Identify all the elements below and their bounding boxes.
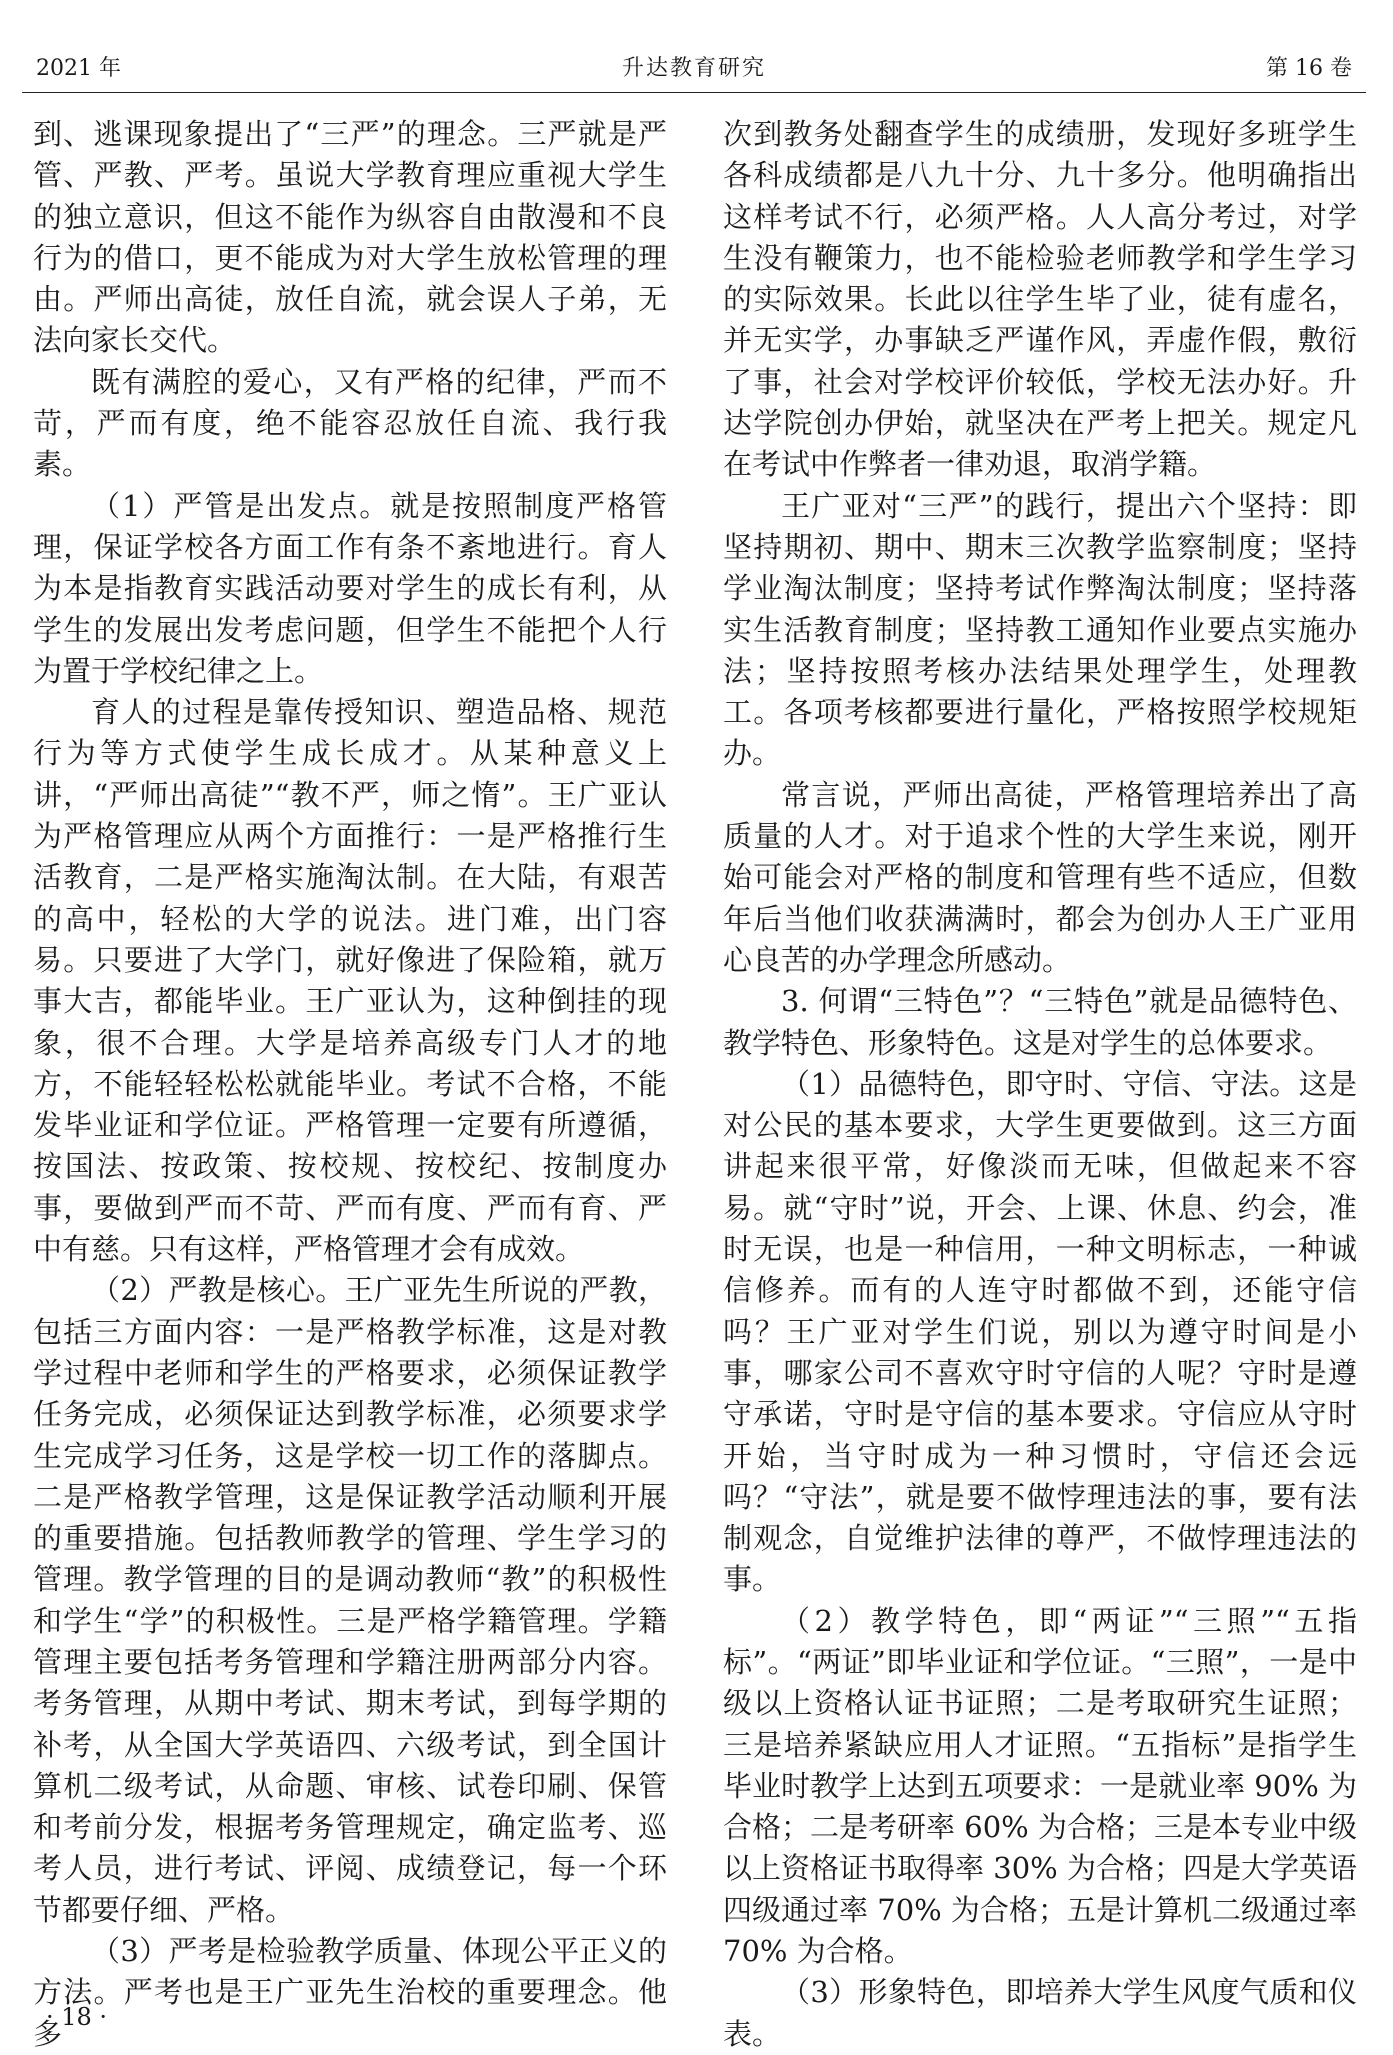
paragraph: 育人的过程是靠传授知识、塑造品格、规范行为等方式使学生成长成才。从某种意义上讲，“严师出高徒”“教不严，师之惰”。王广亚认为严格管理应从两个方面推行：一是严格推行生活教育，二是严格实施淘汰制。在大陆，有艰苦的高中，轻松的大学的说法。进门难，出门容易。只要进了大学门，就好像进了保险箱，就万事大吉，都能毕业。王广亚认为，这种倒挂的现象，很不合理。大学是培养高级专门人才的地方，不能轻轻松松就能毕业。考试不合格，不能发毕业证和学位证。严格管理一定要有所遵循，按国法、按政策、按校规、按校纪、按制度办事，要做到严而不苛、严而有度、严而有育、严中有慈。只有这样，严格管理才会有成效。 xyxy=(33,695,667,1267)
paragraph: （1）严管是出发点。就是按照制度严格管理，保证学校各方面工作有条不紊地进行。育人为本是指教育实践活动要对学生的成长有利，从学生的发展出发考虑问题，但学生不能把个人行为置于学校纪律之上。 xyxy=(33,488,667,688)
header-year: 2021 年 xyxy=(36,56,121,81)
section-heading-paragraph: 3. 何谓“三特色”？“三特色”就是品德特色、教学特色、形象特色。这是对学生的总体要求。 xyxy=(723,984,1357,1060)
paragraph: 到、逃课现象提出了“三严”的理念。三严就是严管、严教、严考。虽说大学教育理应重视大学生的独立意识，但这不能作为纵容自由散漫和不良行为的借口，更不能成为对大学生放松管理的理由。严师出高徒，放任自流，就会误人子弟，无法向家长交代。 xyxy=(33,117,667,358)
page-number: · 18 · xyxy=(46,2003,108,2031)
paragraph: 王广亚对“三严”的践行，提出六个坚持：即坚持期初、期中、期末三次教学监察制度；坚持学业淘汰制度；坚持考试作弊淘汰制度；坚持落实生活教育制度；坚持教工通知作业要点实施办法；坚持按照考核办法结果处理学生，处理教工。各项考核都要进行量化，严格按照学校规矩办。 xyxy=(723,488,1357,771)
paragraph: （2）严教是核心。王广亚先生所说的严教，包括三方面内容：一是严格教学标准，这是对教学过程中老师和学生的严格要求，必须保证教学任务完成，必须保证达到教学标准，必须要求学生完成学习任务，这是学校一切工作的落脚点。二是严格教学管理，这是保证教学活动顺利开展的重要措施。包括教师教学的管理、学生学习的管理。教学管理的目的是调动教师“教”的积极性和学生“学”的积极性。三是严格学籍管理。学籍管理主要包括考务管理和学籍注册两部分内容。考务管理，从期中考试、期末考试，到每学期的补考，从全国大学英语四、六级考试，到全国计算机二级考试，从命题、审核、试卷印刷、保管和考前分发，根据考务管理规定，确定监考、巡考人员，进行考试、评阅、成绩登记，每一个环节都要仔细、严格。 xyxy=(33,1273,667,1927)
right-column xyxy=(723,114,1357,2055)
paragraph: （3）形象特色，即培养大学生风度气质和仪表。 xyxy=(723,1975,1357,2051)
header-volume: 第 16 卷 xyxy=(1266,56,1352,81)
paragraph: 次到教务处翻查学生的成绩册，发现好多班学生各科成绩都是八九十分、九十多分。他明确指出这样考试不行，必须严格。人人高分考过，对学生没有鞭策力，也不能检验老师教学和学生学习的实际效果。长此以往学生毕了业，徒有虚名，并无实学，办事缺乏严谨作风，弄虚作假，敷衍了事，社会对学校评价较低，学校无法办好。升达学院创办伊始，就坚决在严考上把关。规定凡在考试中作弊者一律劝退，取消学籍。 xyxy=(723,117,1357,482)
paragraph: （1）品德特色，即守时、守信、守法。这是对公民的基本要求，大学生更要做到。这三方面讲起来很平常，好像淡而无味，但做起来不容易。就“守时”说，开会、上课、休息、约会，准时无误，也是一种信用，一种文明标志，一种诚信修养。而有的人连守时都做不到，还能守信吗？王广亚对学生们说，别以为遵守时间是小事，哪家公司不喜欢守时守信的人呢？守时是遵守承诺，守时是守信的基本要求。守信应从守时开始，当守时成为一种习惯时，守信还会远吗？“守法”，就是要不做悖理违法的事，要有法制观念，自觉维护法律的尊严，不做悖理违法的事。 xyxy=(723,1066,1357,1597)
running-header xyxy=(22,52,1366,93)
paragraph: （3）严考是检验教学质量、体现公平正义的方法。严考也是王广亚先生治校的重要理念。他多 xyxy=(33,1934,667,2051)
paragraph: 既有满腔的爱心，又有严格的纪律，严而不苛，严而有度，绝不能容忍放任自流、我行我素。 xyxy=(33,364,667,482)
header-journal-title: 升达教育研究 xyxy=(621,56,766,81)
left-column xyxy=(33,114,667,2055)
paragraph: 常言说，严师出高徒，严格管理培养出了高质量的人才。对于追求个性的大学生来说，刚开始可能会对严格的制度和管理有些不适应，但数年后当他们收获满满时，都会为创办人王广亚用心良苦的办学理念所感动。 xyxy=(723,777,1357,977)
paragraph: （2）教学特色，即“两证”“三照”“五指标”。“两证”即毕业证和学位证。“三照”，一是中级以上资格认证书证照；二是考取研究生证照；三是培养紧缺应用人才证照。“五指标”是指学生毕业时教学上达到五项要求：一是就业率 90% 为合格；二是考研率 60% 为合格；三是本专业中级以上资格证书取得率 30% 为合格；四是大学英语四级通过率 70% 为合格；五是计算机二级通过率 70% 为合格。 xyxy=(723,1603,1357,1969)
